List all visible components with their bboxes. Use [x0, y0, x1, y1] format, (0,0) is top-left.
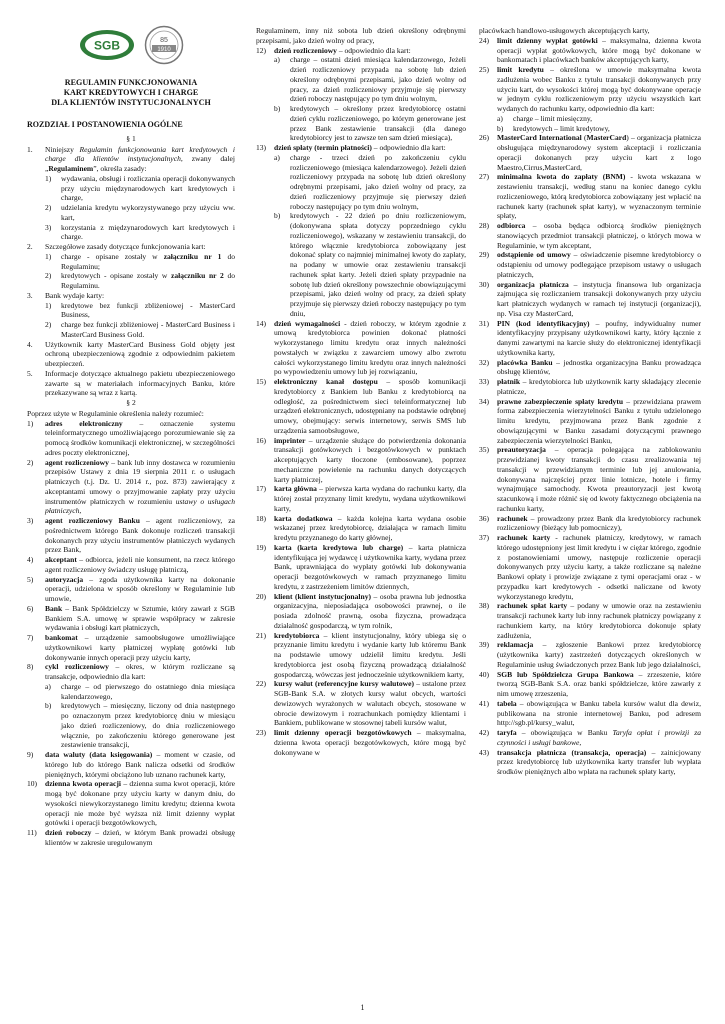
- item-number: 30): [479, 279, 490, 289]
- item-text: reklamacja – zgłoszenie Bankowi przez kredytobiorcę (użytkownika karty) zastrzeżeń dotyczących określonych w Regulaminie usług świadczonych przez Bank lub jego działalności,: [497, 640, 701, 669]
- list-item: [27, 575, 235, 604]
- item-text: kredytowe bez funkcji zbliżeniowej - MasterCard Business,: [61, 300, 235, 320]
- list-item: [479, 319, 701, 358]
- item-number: 5): [27, 574, 34, 584]
- list-item: [479, 728, 701, 748]
- paragraph-mark: § 2: [126, 398, 136, 407]
- item-number: 29): [479, 250, 490, 260]
- column-right: [479, 26, 701, 777]
- item-text: autoryzacja – zgoda użytkownika karty na dokonanie operacji, udzielona w sposób określony w Regulaminie lub umowie,: [45, 574, 235, 603]
- item-number: 2.: [27, 242, 33, 251]
- list-subitem: [45, 174, 235, 203]
- list-item: [479, 640, 701, 669]
- list-item: [479, 377, 701, 397]
- item-text: charge bez funkcji zbliżeniowej - MasterCard Business i MasterCard Business Gold.: [61, 320, 235, 339]
- document-title: [27, 78, 235, 108]
- item-text: rachunek spłat karty – podany w umowie oraz na zestawieniu transakcji rachunek karty lub inny rachunek płatniczy powiązany z rachunkiem karty, na który kredytobiorca dokonuje spłaty zadłużenia,: [497, 601, 701, 640]
- item-text: limit dzienny operacji bezgotówkowych – maksymalna, dzienna kwota operacji bezgotówkowych, które mogą być dokonywane w: [274, 728, 466, 757]
- list-item: [479, 533, 701, 601]
- anniversary-seal-icon: [144, 25, 184, 65]
- title-line: KART KREDYTOWYCH I CHARGE: [63, 88, 199, 97]
- item-text: Niniejszy Regulamin funkcjonowania kart kredytowych i charge dla klientów instytucjonalnych, zwany dalej „Regulaminem”, określa zasady:: [45, 144, 235, 173]
- list-item: [27, 633, 235, 662]
- list-item: [256, 46, 466, 56]
- column-middle: [256, 26, 466, 757]
- list-item: [479, 133, 701, 172]
- item-number: 11): [27, 828, 37, 837]
- page-number: 1: [360, 1003, 365, 1012]
- item-text: kredytobiorca – klient instytucjonalny, który ubiega się o przyznanie limitu kredytu i wydanie karty lub któremu Bank na podstawie umowy udzielił limitu kredytu. Jeśli kredytobiorca jest osobą fizyczną prowadzącą działalność gospodarczą, wówczas jest jednocześnie użytkownikiem karty,: [274, 630, 466, 679]
- item-text: MasterCard International (MasterCard) – organizacja płatnicza obsługująca międzynarodowy system akceptacji i rozliczania operacji dokonanych przy użyciu kart z logo Maestro,Cirrus,MasterCard,: [497, 133, 701, 172]
- item-number: 15): [256, 377, 267, 386]
- item-text: płatnik – kredytobiorca lub użytkownik karty składający zlecenie płatnicze,: [497, 377, 701, 396]
- item-number: 34): [479, 396, 490, 406]
- item-text: organizacja płatnicza – instytucja finansowa lub organizacja zajmująca się rozliczaniem transakcji dokonywanych przy użyciu kart płatniczych wydanych w ramach tej instytucji (organizacji), np. Visa czy MasterCard,: [497, 279, 701, 318]
- item-number: 40): [479, 669, 490, 679]
- item-number: 3): [45, 222, 52, 232]
- list-item: [479, 445, 701, 513]
- item-text: agent rozliczeniowy – bank lub inny dostawca w rozumieniu przepisów Ustawy z dnia 19 sierpnia 2011 r. o usługach płatniczych (t.j. Dz. U. 2014 r., poz. 873) zawierający z akceptantami umowy o przyjmowanie zapłaty przy użyciu instrumentów płatniczych w rozumieniu ustawy o usługach płatniczych,: [45, 457, 236, 516]
- item-number: a): [274, 55, 280, 65]
- item-number: b): [274, 104, 281, 113]
- list-subitem: [274, 104, 466, 143]
- item-text: kredytowych – miesięczny, liczony od dnia następnego po oznaczonym przez kredytobiorcę dniu w miesiącu jako dzień rozliczeniowy, do dnia rozliczeniowego włącznie, po zakończeniu którego generowane jest zestawienie transakcji,: [61, 701, 235, 750]
- list-subitem: [497, 124, 701, 134]
- list-item: [479, 36, 701, 65]
- item-number: 21): [256, 630, 267, 640]
- item-text: karta dodatkowa – każda kolejna karta wydana osobie wskazanej przez kredytobiorcę, działająca w ramach limitu kredytu przyznanego do karty głównej,: [274, 513, 466, 542]
- item-number: 23): [256, 728, 267, 737]
- item-text: Bank – Bank Spółdzielczy w Sztumie, który zawarł z SGB Bankiem S.A. umowę w sprawie współpracy w zakresie wydawania i obsługi kart płatniczych,: [45, 603, 235, 633]
- item-text: SGB lub Spółdzielcza Grupa Bankowa – zrzeszenie, które tworzą SGB-Bank S.A. oraz banki spółdzielcze, które zawarły z nim umowę zrzeszenia,: [497, 669, 701, 698]
- item-number: 6): [27, 603, 34, 613]
- item-text: dzień rozliczeniowy – odpowiednio dla kart:: [274, 45, 411, 55]
- seal-number: 85: [160, 37, 168, 44]
- paragraph-mark: § 1: [126, 133, 136, 143]
- item-text: Bank wydaje karty:: [45, 290, 105, 300]
- list-item: [27, 291, 235, 301]
- item-number: 24): [479, 35, 490, 45]
- item-text: elektroniczny kanał dostępu – sposób komunikacji kredytobiorcy z Bankiem lub Banku z kredytobiorcą na odległość, za pośrednictwem sieci teleinformatycznej lub urządzeń elektronicznych, udostępniany na podstawie odrębnej umowy, obejmujący: serwis internetowy, serwis SMS lub urządzenia samoobsługowe,: [274, 377, 466, 435]
- item-text: tabela – obowiązująca w Banku tabela kursów walut dla dewiz, publikowana na stronie internetowej Banku, pod adresem http://sgb.pl/kursy_walut,: [497, 698, 701, 728]
- item-text: kredytowych – limit kredytowy,: [513, 123, 610, 133]
- item-number: a): [274, 152, 280, 162]
- list-subitem: [497, 114, 701, 124]
- item-number: a): [45, 681, 51, 691]
- sgb-logo-text: SGB: [93, 38, 121, 53]
- list-subitem: [274, 55, 466, 104]
- item-text: charge – ostatni dzień miesiąca kalendarzowego, Jeżeli dzień rozliczeniowy przypada na sobotę lub dzień określony odrębnymi przepisami, jako dzień wolny od pracy, za dzień rozliczeniowy przyjmuje się pierwszy dzień roboczy następujący po tym dniu wolnym,: [290, 55, 466, 104]
- item-number: 26): [479, 133, 490, 143]
- item-number: 41): [479, 698, 490, 708]
- item-number: 13): [256, 143, 267, 152]
- item-text: Użytkownik karty MasterCard Business Gold objęty jest ochroną ubezpieczeniową zgodnie z odpowiednim pakietem ubezpieczeń.: [45, 339, 235, 368]
- item-text: dzień spłaty (termin płatności) – odpowiednio dla kart:: [274, 143, 446, 152]
- item-text: Informacje dotyczące aktualnego pakietu ubezpieczeniowego zawarte są w materiałach informacyjnych Banku, które przekazywane są wraz z kartą.: [45, 368, 235, 398]
- item-number: 17): [256, 484, 267, 494]
- item-text: placówka Banku – jednostka organizacyjna Banku prowadząca obsługę klientów,: [497, 357, 701, 377]
- item-number: 2): [27, 457, 34, 467]
- list-item: [27, 369, 235, 398]
- list-item: [27, 828, 235, 848]
- list-item: [256, 679, 466, 728]
- item-number: 35): [479, 445, 490, 455]
- list-subitem: [45, 252, 235, 272]
- list-subitem: [45, 203, 235, 223]
- item-number: 36): [479, 513, 490, 523]
- item-text: dzień wymagalności - dzień roboczy, w którym zgodnie z umową kredytobiorca powinien dokonać płatności wykorzystanego limitu kredytu oraz innych należności powstałych w związku z zawarciem umowy albo zwrotu całości wykorzystanego limitu kredytu oraz innych należności po wypowiedzeniu umowy lub jej rozwiązaniu,: [274, 318, 466, 377]
- list-subitem: [274, 211, 466, 318]
- item-number: 22): [256, 679, 267, 689]
- item-text: kursy walut (referencyjne kursy walutowe) – ustalone przez SGB-Bank S.A. w złotych kursy walut obcych, wartości dewizowych wyrażonych w walutach obcych, stosowane w obrocie dewizowym i rozrachunkach pomiędzy klientami i Bankiem, publikowane w stosownej tabeli kursów walut,: [274, 679, 466, 728]
- list-item: [27, 750, 235, 779]
- item-number: 43): [479, 747, 490, 757]
- item-number: 19): [256, 542, 267, 552]
- item-number: 2): [45, 320, 52, 329]
- item-text: charge - opisane zostały w załączniku nr 1 do Regulaminu;: [61, 251, 235, 271]
- item-number: 20): [256, 591, 267, 601]
- sgb-logo: [78, 28, 136, 62]
- list-item: [27, 662, 235, 682]
- item-number: 9): [27, 750, 34, 759]
- item-number: 42): [479, 728, 490, 737]
- item-number: 27): [479, 172, 490, 182]
- item-text: transakcja płatnicza (transakcja, operacja) – zainicjowany przez kredytobiorcę lub użytkownika karty transfer lub wypłata środków pieniężnych albo wpłata na rachunek spłaty karty,: [497, 747, 701, 776]
- item-text: PIN (kod identyfikacyjny) – poufny, indywidualny numer identyfikacyjny przypisany użytkownikowi karty, który łącznie z danymi zawartymi na karcie służy do elektronicznej identyfikacji użytkownika karty,: [497, 318, 701, 357]
- list-subitem: [45, 223, 235, 243]
- list-item: [256, 514, 466, 543]
- item-number: 31): [479, 318, 490, 328]
- list-item: [27, 458, 235, 517]
- list-item: [27, 145, 235, 174]
- list-item: [479, 601, 701, 640]
- list-subitem: [45, 301, 235, 321]
- list-item: [256, 377, 466, 436]
- item-text: charge – od pierwszego do ostatniego dnia miesiąca kalendarzowego,: [61, 681, 235, 701]
- item-number: a): [497, 113, 503, 123]
- item-text: klient (klient instytucjonalny) – osoba prawna lub jednostka organizacyjna, nieposiadająca osobowości prawnej, o ile posiada zdolność prawną, osoba fizyczna, prowadząca działalność gospodarczą, w tym rolnik,: [274, 591, 467, 630]
- list-item: [479, 65, 701, 114]
- item-number: 7): [27, 633, 34, 642]
- title-line: DLA KLIENTÓW INSTYTUCJONALNYCH: [51, 98, 211, 107]
- text-block: placówkach handlowo-usługowych akceptujących karty,: [479, 26, 650, 35]
- item-text: charge – limit miesięczny,: [513, 113, 593, 123]
- item-text: charge - trzeci dzień po zakończeniu cyklu rozliczeniowego (miesiąca kalendarzowego). Jeżeli dzień rozliczeniowy przypada na sobotę lub dzień określony odrębnymi przepisami, jako dzień wolny od pracy, za dzień rozliczeniowy przyjmuje się pierwszy dzień roboczy następujący po tym dniu wolnym,: [290, 152, 466, 211]
- item-text: dzienna kwota operacji – dzienna suma kwot operacji, które mogą być dokonane przy użyciu karty w danym dniu, do wysokości niewykorzystanego limitu kredytu; dzienna kwota operacji nie może być wyższa niż limit dzienny wypłat gotówki i operacji bezgotówkowych,: [45, 779, 236, 828]
- list-item: [256, 143, 466, 153]
- list-item: [256, 543, 466, 592]
- item-number: 3): [27, 516, 34, 525]
- list-item: [479, 699, 701, 728]
- item-number: 1.: [27, 144, 33, 154]
- list-item: [256, 728, 466, 757]
- item-text: kredytowych - 22 dzień po dniu rozliczeniowym, (dokonywana spłata dotyczy poprzedniego cyklu rozliczeniowego), wskazany w zestawieniu transakcji, do którego włącznie kredytobiorca zobowiązany jest dokonać spłaty co najmniej minimalnej kwoty do zapłaty, na podany w umowie oraz zestawieniu transakcji rachunek spłat karty. Jeżeli dzień spłaty przypadnie na sobotę lub dzień określony powszechnie obowiązującymi przepisami, jako dzień wolny od pracy, za dzień spłaty przyjmuje się pierwszy dzień roboczy następujący po tym dniu,: [290, 211, 466, 318]
- item-number: 28): [479, 221, 490, 230]
- item-number: 2): [45, 203, 52, 212]
- item-text: karta (karta kredytowa lub charge) – karta płatnicza identyfikująca jej wydawcę i użytkownika karty, wydana przez Bank, uprawniająca do wypłaty gotówki lub dokonywania operacji bezgotówkowych w ramach przyznanego limitu kredytu, z zastrzeżeniem limitów dziennych,: [274, 542, 466, 591]
- item-text: kredytowych - opisane zostały w załączniku nr 2 do Regulaminu.: [61, 271, 235, 290]
- item-number: 32): [479, 357, 490, 367]
- item-number: 39): [479, 640, 490, 650]
- list-item: [479, 514, 701, 534]
- item-number: 1): [45, 300, 52, 310]
- list-item: [479, 250, 701, 279]
- list-item: [256, 436, 466, 485]
- item-text: karta główna – pierwsza karta wydana do rachunku karty, dla której został przyznany limit kredytu, wydana użytkownikowi karty,: [274, 484, 466, 513]
- list-item: [27, 604, 235, 633]
- list-item: [27, 516, 235, 555]
- text-block: Regulaminem, inny niż sobota lub dzień określony odrębnymi przepisami, jako dzień wolny od pracy,: [256, 26, 466, 45]
- item-number: 33): [479, 377, 490, 386]
- item-number: 25): [479, 65, 490, 74]
- section-heading: ROZDZIAŁ I POSTANOWIENIA OGÓLNE: [27, 120, 183, 129]
- item-text: minimalna kwota do zapłaty (BNM) - kwota wskazana w zestawieniu transakcji, według stanu na koniec danego cyklu rozliczeniowego, którą kredytobiorca zobowiązany jest wpłacić na rachunek karty (rachunek spłat karty), w wyznaczonym terminie spłaty,: [497, 172, 701, 221]
- list-subitem: [45, 320, 235, 340]
- item-number: 1): [27, 418, 34, 428]
- list-item: [27, 242, 235, 252]
- list-item: [479, 397, 701, 446]
- item-text: prawne zabezpieczenie spłaty kredytu – przewidziana prawem forma zabezpieczenia wierzytelności Banku z tytułu udzielonego limitu kredytu, przyjmowana przez Bank zgodnie z obowiązującymi w Banku zasadami dotyczącymi prawnego zabezpieczenia wierzytelności Banku,: [497, 396, 701, 445]
- item-number: b): [497, 123, 504, 133]
- list-item: [479, 748, 701, 777]
- item-number: 18): [256, 513, 267, 523]
- item-number: 1): [45, 173, 52, 183]
- list-item: [256, 592, 466, 631]
- list-item: [27, 779, 235, 828]
- item-text: taryfa – obowiązująca w Banku Taryfa opłat i prowizji za czynności i usługi bankowe,: [497, 728, 701, 747]
- item-text: Szczegółowe zasady dotyczące funkcjonowania kart:: [45, 242, 206, 251]
- item-text: rachunek karty - rachunek płatniczy, kredytowy, w ramach którego udostępniony jest limit kredytu i w ciężar którego, zgodnie z postanowieniami umowy, następuje rozliczenie operacji dokonywanych przy użyciu karty, a także rozliczane są należne Bankowi opłaty i prowizje związane z tymi operacjami oraz - w przypadku kart kredytowych - odsetki naliczane od kwoty wykorzystanego kredytu,: [497, 533, 702, 601]
- list-item: [479, 280, 701, 319]
- item-number: 2): [45, 271, 52, 281]
- item-number: 38): [479, 601, 490, 611]
- item-text: korzystania z międzynarodowych kart kredytowych i charge.: [61, 222, 235, 242]
- item-text: data waluty (data księgowania) – moment w czasie, od którego lub do którego Bank nalicza odsetki od środków pieniężnych, którymi obciążono lub uznano rachunek karty,: [45, 750, 235, 779]
- list-item: [256, 319, 466, 378]
- list-item: [479, 358, 701, 378]
- text-block: Poprzez użyte w Regulaminie określenia należy rozumieć:: [27, 408, 204, 418]
- item-text: limit kredytu – określona w umowie maksymalna kwota zadłużenia wobec Banku z tytułu transakcji dokonywanych przy użyciu kart, do wysokości której mogą być dokonywane operacje w jednym cyklu rozliczeniowym przy użyciu wszystkich kart wydanych do rachunku karty, odpowiednio dla kart:: [497, 65, 701, 113]
- list-item: [479, 221, 701, 250]
- item-number: 4.: [27, 339, 33, 349]
- item-number: 14): [256, 318, 267, 328]
- item-text: wydawania, obsługi i rozliczania operacji dokonywanych przy użyciu międzynarodowych kart kredytowych i charge,: [61, 173, 235, 203]
- item-text: imprinter – urządzenie służące do potwierdzenia dokonania transakcji gotówkowych i bezgotówkowych w punktach akceptujących karty tłoczone (embosowane), poprzez mechaniczne powielenie na rachunku danych dotyczących karty płatniczej,: [274, 435, 466, 484]
- list-item: [27, 555, 235, 575]
- item-number: 16): [256, 435, 267, 445]
- item-text: rachunek – prowadzony przez Bank dla kredytobiorcy rachunek rozliczeniowy (bieżący lub pomocniczy),: [497, 513, 701, 533]
- title-line: REGULAMIN FUNKCJONOWANIA: [64, 78, 198, 87]
- logo-bar: [27, 22, 235, 68]
- list-item: [479, 670, 701, 699]
- item-number: 12): [256, 45, 267, 55]
- item-text: cykl rozliczeniowy – okres, w którym rozliczane są transakcje, odpowiednio dla kart:: [45, 662, 235, 681]
- item-number: b): [274, 211, 281, 221]
- list-item: [256, 484, 466, 513]
- item-number: 3.: [27, 290, 33, 300]
- item-number: 5.: [27, 368, 33, 378]
- item-number: 10): [27, 779, 38, 789]
- list-item: [27, 340, 235, 369]
- item-number: 8): [27, 662, 34, 672]
- item-text: limit dzienny wypłat gotówki – maksymalna, dzienna kwota operacji wypłat gotówkowych, które mogą być dokonane w bankomatach i placówkach banków akceptujących karty,: [497, 35, 702, 65]
- item-number: 4): [27, 555, 34, 564]
- seal-year: 1910: [157, 47, 171, 53]
- list-subitem: [45, 271, 235, 291]
- list-subitem: [45, 701, 235, 750]
- item-text: odbiorca – osoba będąca odbiorcą środków pieniężnych stanowiących przedmiot transakcji płatniczej, o których mowa w Regulaminie, w tym akceptant,: [497, 221, 701, 250]
- item-text: dzień roboczy – dzień, w którym Bank prowadzi obsługę klientów w zakresie uregulowanym: [45, 828, 235, 847]
- left-column-text: [27, 145, 235, 848]
- item-text: odstąpienie od umowy – oświadczenie pisemne kredytobiorcy o odstąpieniu od umowy podlegające przepisom ustawy o usługach płatniczych,: [497, 250, 701, 279]
- list-item: [256, 631, 466, 680]
- item-text: bankomat – urządzenie samoobsługowe umożliwiające użytkownikowi karty płatniczej wypłatę gotówki lub dokonywanie innych operacji przy użyciu karty,: [45, 633, 235, 662]
- item-number: b): [45, 701, 52, 711]
- item-text: akceptant – odbiorca, jeżeli nie konsument, na rzecz którego agent rozliczeniowy świadczy usługę płatniczą,: [45, 555, 235, 574]
- item-number: 37): [479, 533, 490, 542]
- list-item: [27, 419, 235, 458]
- list-subitem: [274, 153, 466, 212]
- column-left: [27, 22, 235, 848]
- item-text: kredytowych – określony przez kredytobiorcę ostatni dzień cyklu rozliczeniowego, po którym generowane jest przez Bank zestawienie transakcji (dla danego kredytobiorcy jest to zawsze ten sam dzień miesiąca),: [290, 104, 466, 143]
- item-text: preautoryzacja – operacja polegająca na zablokowaniu przewidzianej kwoty transakcji do czasu zrealizowania tej transakcji w przewidzianym terminie lub jej anulowania, dokonywana najczęściej przez linie lotnicze, hotele i firmy wynajmujące samochody. Kwota preautoryzacji jest kwotą szacunkową i może różnić się od kwoty faktycznego obciążenia na rachunku karty,: [497, 445, 701, 513]
- item-text: adres elektroniczny – oznaczenie systemu teleinformatycznego umożliwiającego porozumiewanie się za pomocą środków komunikacji elektronicznej, w szczególności adres poczty elektronicznej,: [45, 418, 235, 457]
- item-text: udzielania kredytu wykorzystywanego przy użyciu ww. kart,: [61, 203, 235, 222]
- list-subitem: [45, 682, 235, 702]
- item-number: 1): [45, 251, 52, 261]
- list-item: [479, 172, 701, 221]
- item-text: agent rozliczeniowy Banku – agent rozliczeniowy, za pośrednictwem którego Bank dokonuje rozliczeń transakcji dokonanych przy użyciu instrumentów płatniczych wydanych przez Bank,: [45, 516, 235, 555]
